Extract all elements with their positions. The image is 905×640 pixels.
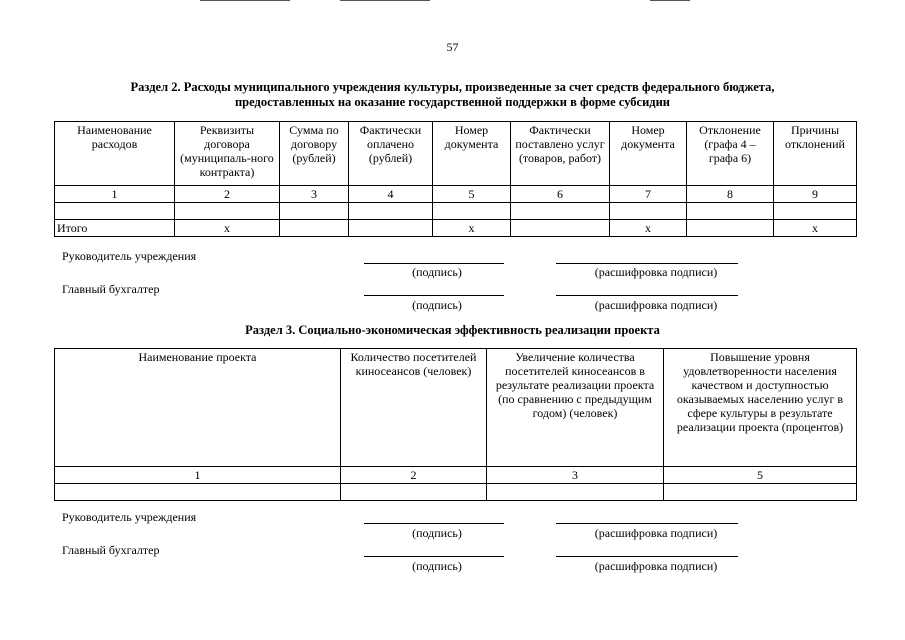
s2-accountant-decoding-line xyxy=(556,295,738,296)
top-rule-left xyxy=(200,0,290,1)
s2-accountant-decoding-caption: (расшифровка подписи) xyxy=(594,298,718,312)
table-cell xyxy=(511,203,610,220)
s3-header-visitors-count: Количество посетителей киносеансов (человек) xyxy=(341,349,487,467)
section3-title: Раздел 3. Социально-экономическая эффективность реализации проекта xyxy=(245,323,660,337)
s2-header-actually-delivered: Фактически поставлено услуг (товаров, работ) xyxy=(511,122,610,186)
table-cell xyxy=(55,203,175,220)
s2-head-role: Руководитель учреждения xyxy=(62,249,197,263)
s2-colnum: 3 xyxy=(280,186,349,203)
s3-accountant-role: Главный бухгалтер xyxy=(62,543,160,557)
section2-table xyxy=(54,121,857,237)
s2-header-actually-paid: Фактически оплачено (рублей) xyxy=(349,122,433,186)
s2-colnum: 5 xyxy=(433,186,511,203)
s2-head-decoding-caption: (расшифровка подписи) xyxy=(594,265,718,279)
section3-header-row xyxy=(55,349,857,467)
s2-total-cell: х xyxy=(774,220,857,237)
table-cell xyxy=(433,203,511,220)
section2-empty-row xyxy=(55,203,857,220)
s2-colnum: 9 xyxy=(774,186,857,203)
s2-header-contract-sum: Сумма по договору (рублей) xyxy=(280,122,349,186)
s2-accountant-signature-line xyxy=(364,295,504,296)
s3-head-signature-line xyxy=(364,523,504,524)
s2-header-deviation: Отклонение (графа 4 – графа 6) xyxy=(687,122,774,186)
table-cell xyxy=(610,203,687,220)
s2-total-label: Итого xyxy=(55,220,175,237)
s3-head-decoding-caption: (расшифровка подписи) xyxy=(594,526,718,540)
s3-colnum: 5 xyxy=(664,467,857,484)
s2-accountant-signature-caption: (подпись) xyxy=(412,298,462,312)
s2-accountant-role: Главный бухгалтер xyxy=(62,282,160,296)
s2-head-signature-caption: (подпись) xyxy=(412,265,462,279)
s3-header-project-name: Наименование проекта xyxy=(55,349,341,467)
s3-accountant-decoding-line xyxy=(556,556,738,557)
s2-header-deviation-reasons: Причины отклонений xyxy=(774,122,857,186)
s2-colnum: 1 xyxy=(55,186,175,203)
s2-header-expense-name: Наименование расходов xyxy=(55,122,175,186)
s2-colnum: 4 xyxy=(349,186,433,203)
table-cell xyxy=(687,203,774,220)
s2-total-cell xyxy=(280,220,349,237)
s3-accountant-signature-line xyxy=(364,556,504,557)
table-cell xyxy=(55,484,341,501)
s3-head-role: Руководитель учреждения xyxy=(62,510,197,524)
section2-title xyxy=(0,80,905,110)
section2-title-line2: предоставленных на оказание государственной поддержки в форме субсидии xyxy=(234,95,671,109)
section3-empty-row xyxy=(55,484,857,501)
section3-table xyxy=(54,348,857,501)
table-cell xyxy=(774,203,857,220)
s2-total-cell: х xyxy=(610,220,687,237)
s2-colnum: 6 xyxy=(511,186,610,203)
section2-header-row xyxy=(55,122,857,186)
table-cell xyxy=(280,203,349,220)
s2-head-decoding-line xyxy=(556,263,738,264)
s2-total-cell xyxy=(687,220,774,237)
top-rule-right xyxy=(650,0,690,1)
s3-head-signature-caption: (подпись) xyxy=(412,526,462,540)
table-cell xyxy=(175,203,280,220)
table-cell xyxy=(341,484,487,501)
s3-header-visitors-increase: Увеличение количества посетителей киносеансов в результате реализации проекта (по сравнению с предыдущим годом) (человек) xyxy=(487,349,664,467)
s2-header-document-number: Номер документа xyxy=(433,122,511,186)
s3-colnum: 3 xyxy=(487,467,664,484)
s3-accountant-signature-caption: (подпись) xyxy=(412,559,462,573)
section3-number-row xyxy=(55,467,857,484)
s2-header-document-number-2: Номер документа xyxy=(610,122,687,186)
s3-head-decoding-line xyxy=(556,523,738,524)
section2-title-line1: Раздел 2. Расходы муниципального учреждения культуры, произведенные за счет средств федерального бюджета, xyxy=(130,80,775,94)
top-rule-mid xyxy=(340,0,430,1)
s2-total-cell: х xyxy=(433,220,511,237)
s2-total-cell xyxy=(511,220,610,237)
s2-total-cell xyxy=(349,220,433,237)
s3-colnum: 1 xyxy=(55,467,341,484)
s3-accountant-decoding-caption: (расшифровка подписи) xyxy=(594,559,718,573)
table-cell xyxy=(664,484,857,501)
s2-header-contract-details: Реквизиты договора (муниципаль-ного контракта) xyxy=(175,122,280,186)
s2-colnum: 7 xyxy=(610,186,687,203)
s3-colnum: 2 xyxy=(341,467,487,484)
s3-header-satisfaction-increase: Повышение уровня удовлетворенности населения качеством и доступностью оказываемых населению услуг в сфере культуры в результате реализации проекта (процентов) xyxy=(664,349,857,467)
s2-head-signature-line xyxy=(364,263,504,264)
page-number: 57 xyxy=(446,40,459,54)
s2-total-cell: х xyxy=(175,220,280,237)
section2-number-row xyxy=(55,186,857,203)
table-cell xyxy=(349,203,433,220)
table-cell xyxy=(487,484,664,501)
s2-colnum: 2 xyxy=(175,186,280,203)
section2-total-row xyxy=(55,220,857,237)
s2-colnum: 8 xyxy=(687,186,774,203)
